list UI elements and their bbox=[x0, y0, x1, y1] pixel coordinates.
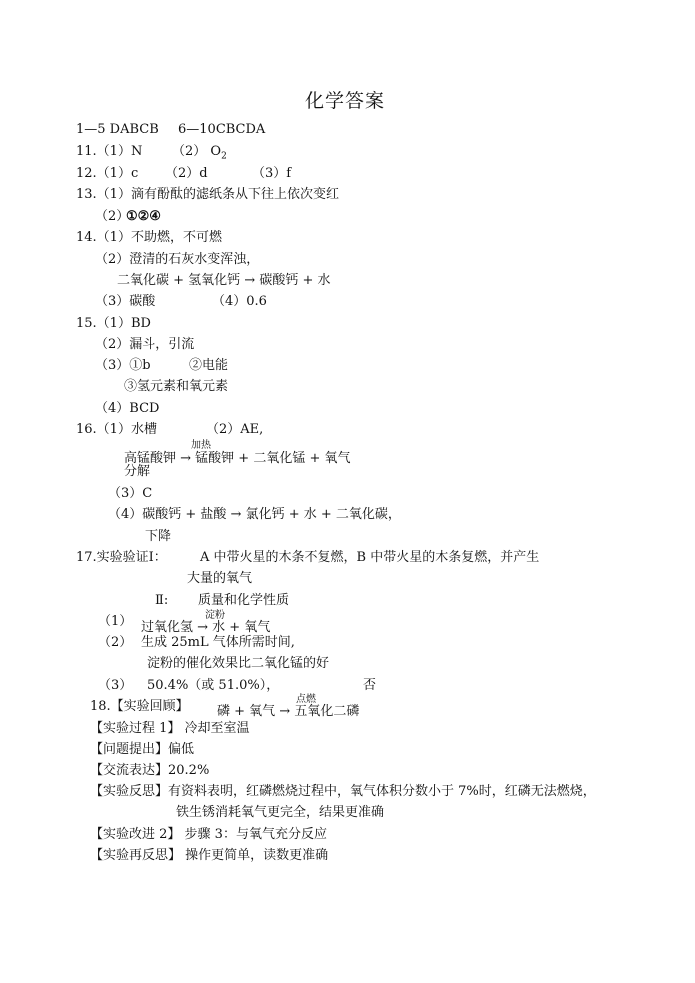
answer-16-4: （4）碳酸钙 + 盐酸 → 氯化钙 + 水 + 二氧化碳， bbox=[108, 507, 401, 522]
answer-17-2: 生成 25mL 气体所需时间, bbox=[141, 635, 295, 650]
answer-17-verify-2: 质量和化学性质 bbox=[198, 593, 290, 608]
page-title: 化学答案 bbox=[305, 90, 386, 112]
answer-18-question: 【问题提出】偏低 bbox=[90, 742, 195, 757]
answer-17-3: 50.4%（或 51.0%）， bbox=[147, 678, 280, 693]
answer-12-3: （3）f bbox=[252, 166, 292, 181]
answer-17-verify-1b: 大量的氧气 bbox=[187, 571, 253, 586]
answer-1-5: 1—5 DABCB bbox=[76, 122, 159, 137]
answer-15-2: （2）漏斗，引流 bbox=[95, 337, 195, 352]
answer-12-1: 12.（1）c bbox=[76, 166, 139, 181]
answer-15-3b: ②电能 bbox=[189, 358, 229, 373]
answer-15-4: （4）BCD bbox=[95, 401, 160, 416]
answer-15-1: 15.（1）BD bbox=[76, 316, 151, 331]
answer-17-2b: 淀粉的催化效果比二氧化锰的好 bbox=[147, 656, 330, 671]
answer-16-3: （3）C bbox=[108, 486, 153, 501]
answer-16-2: （2）AE, bbox=[206, 422, 264, 437]
answer-16-4b: 下降 bbox=[145, 529, 172, 544]
condition-catalyst: 淀粉 bbox=[205, 610, 225, 621]
answer-17-2-label: （2） bbox=[98, 635, 133, 650]
answer-16-1: 16.（1）水槽 bbox=[76, 422, 157, 437]
answer-14-equation: 二氧化碳 + 氢氧化钙 → 碳酸钙 + 水 bbox=[117, 273, 331, 288]
answer-18-review-label: 18.【实验回顾】 bbox=[90, 699, 189, 714]
answer-17-label: 17.实验验证Ⅰ： bbox=[76, 550, 167, 565]
answer-18-reflection-b: 铁生锈消耗氧气更完全，结果更准确 bbox=[176, 805, 385, 820]
answer-15-3c: ③氢元素和氧元素 bbox=[124, 379, 229, 394]
answer-17-3-label: （3） bbox=[98, 678, 133, 693]
answer-14-3: （3）碳酸 bbox=[95, 294, 156, 309]
answer-18-expression: 【交流表达】20.2% bbox=[90, 763, 210, 778]
condition-heating: 加热 bbox=[191, 440, 211, 451]
answer-17-1-label: （1） bbox=[98, 614, 133, 629]
answer-17-verify-1: A 中带火星的木条不复燃，B 中带火星的木条复燃，并产生 bbox=[200, 550, 540, 565]
answer-18-re-reflection: 【实验再反思】 操作更简单，读数更准确 bbox=[90, 848, 329, 863]
answer-16-reaction-type: 分解 bbox=[124, 464, 151, 479]
answer-12-2: （2）d bbox=[165, 166, 208, 181]
answer-18-reflection: 【实验反思】有资料表明，红磷燃烧过程中，氧气体积分数小于 7%时，红磷无法燃烧， bbox=[90, 784, 596, 799]
answer-18-improvement-2: 【实验改进 2】 步骤 3：与氧气充分反应 bbox=[90, 827, 327, 842]
answer-11-2: （2） $O_2$ bbox=[172, 144, 227, 162]
answer-18-process-1: 【实验过程 1】 冷却至室温 bbox=[90, 721, 250, 736]
answer-14-1: 14.（1）不助燃，不可燃 bbox=[76, 230, 222, 245]
answer-15-3a: （3）①b bbox=[95, 358, 151, 373]
answer-17-verify-2-label: Ⅱ: bbox=[155, 593, 169, 608]
answer-13-2-value: ①②④ bbox=[126, 209, 161, 224]
answer-13-2-label: （2） bbox=[95, 209, 130, 224]
answer-14-4: （4）0.6 bbox=[212, 294, 267, 309]
answer-17-equation: 过氧化氢 → 水 + 氧气 bbox=[141, 620, 271, 635]
condition-ignition: 点燃 bbox=[296, 694, 316, 705]
answer-11-1: 11.（1）N bbox=[76, 144, 143, 159]
answer-14-2: （2）澄清的石灰水变浑浊， bbox=[95, 252, 260, 267]
answer-17-3b: 否 bbox=[363, 678, 377, 693]
answer-16-equation: 高锰酸钾 → 锰酸钾 + 二氧化锰 + 氧气 bbox=[124, 451, 351, 466]
answer-13-1: 13.（1）滴有酚酞的滤纸条从下往上依次变红 bbox=[76, 187, 339, 202]
answer-18-equation: 磷 + 氧气 → 五氧化二磷 bbox=[217, 704, 360, 719]
answer-6-10: 6—10CBCDA bbox=[178, 122, 266, 137]
